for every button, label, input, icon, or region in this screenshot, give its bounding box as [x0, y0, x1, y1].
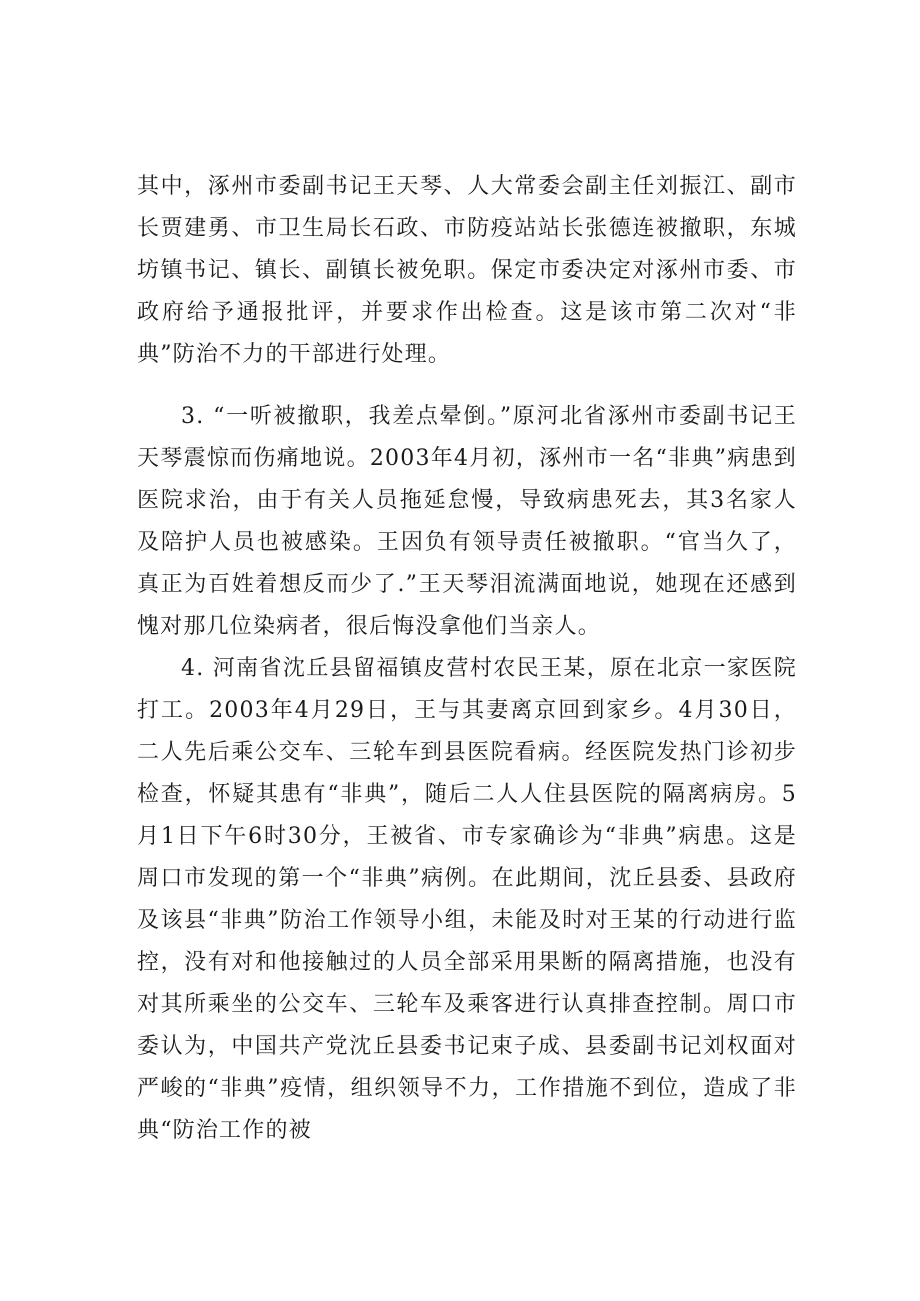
- paragraph-item-4: 4. 河南省沈丘县留福镇皮营村农民王某，原在北京一家医院打工。2003年4月29日，王与其妻离京回到家乡。4月30日，二人先后乘公交车、三轮车到县医院看病。经医院发热门诊初步检查，怀疑其患有“非典”，随后二人人住县医院的隔离病房。5月1日下午6时30分，王被省、市专家确诊为“非典”病患。这是周口市发现的第一个“非典”病例。在此期间，沈丘县委、县政府及该县“非典”防治工作领导小组，未能及时对王某的行动进行监控，没有对和他接触过的人员全部采用果断的隔离措施，也没有对其所乘坐的公交车、三轮车及乘客进行认真排查控制。周口市委认为，中国共产党沈丘县委书记束子成、县委副书记刘权面对严峻的“非典”疫情，组织领导不力，工作措施不到位，造成了非典“防治工作的被: [137, 656, 797, 1143]
- paragraph-continuation: 其中，涿州市委副书记王天琴、人大常委会副主任刘振江、副市长贾建勇、市卫生局长石政、市防疫站站长张德连被撤职，东城坊镇书记、镇长、副镇长被免职。保定市委决定对涿州市委、市政府给予通报批评，并要求作出检查。这是该市第二次对“非典”防治不力的干部进行处理。: [137, 174, 797, 367]
- paragraph-item-3: 3. “一听被撤职，我差点晕倒。”原河北省涿州市委副书记王天琴震惊而伤痛地说。2003年4月初，涿州市一名“非典”病患到医院求治，由于有关人员拖延怠慢，导致病患死去，其3名家人及陪护人员也被感染。王因负有领导责任被撤职。“官当久了，真正为百姓着想反而少了.”王天琴泪流满面地说，她现在还感到愧对那几位染病者，很后悔没拿他们当亲人。: [137, 404, 797, 639]
